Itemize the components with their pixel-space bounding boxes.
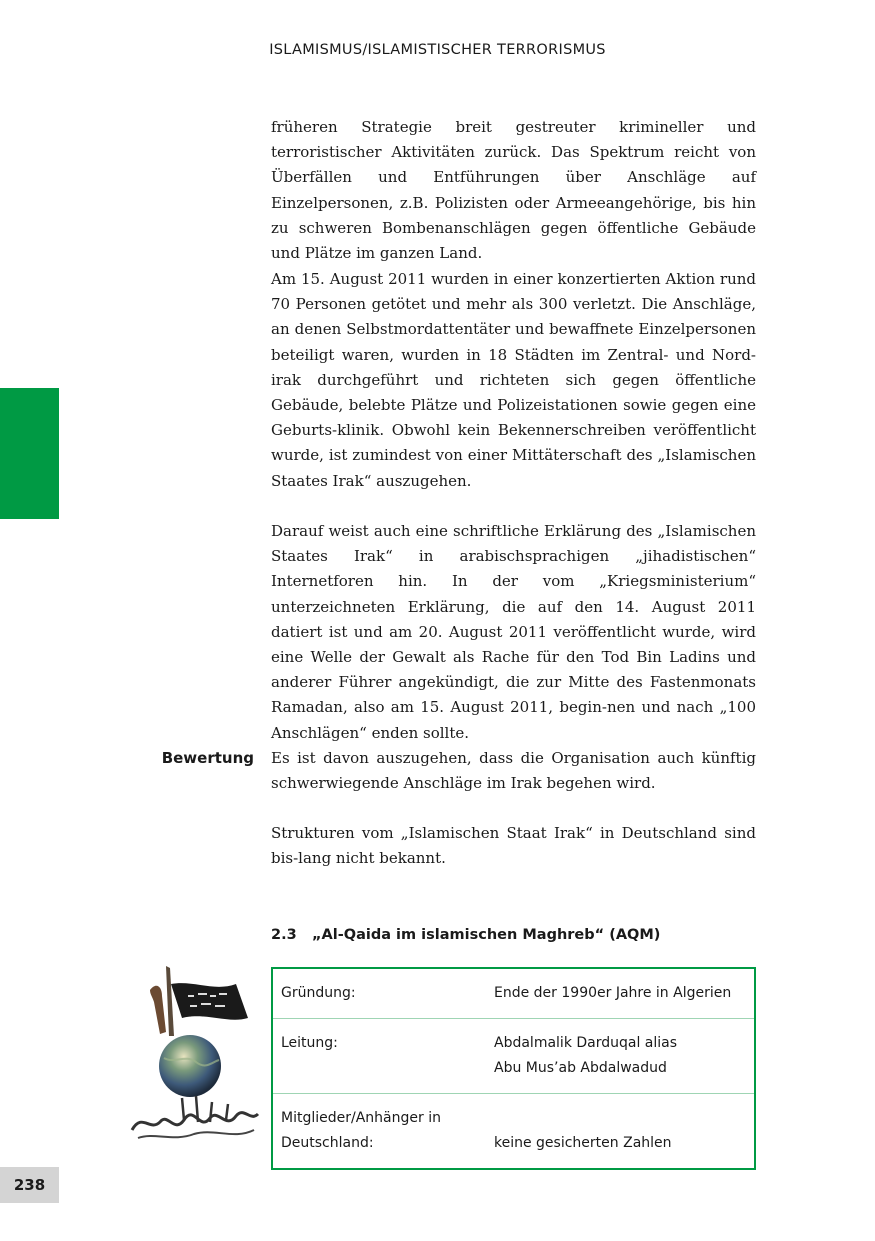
fact-row-founding xyxy=(273,969,754,1018)
fact-value xyxy=(494,1031,746,1081)
fact-row-leadership xyxy=(273,1018,754,1093)
flag-pole xyxy=(166,966,174,1036)
paragraph-3: Darauf weist auch eine schriftliche Erklärung des „Islamischen Staates Irak“ in arabischsprachigen „jihadistischen“ Internetforen hin. In der vom „Kriegsministerium“ unterzeichneten Erklärung, die auf den 14. August 2011 datiert ist und am 20. August 2011 veröffentlicht wurde, wird eine Welle der Gewalt als Rache für den Tod Bin Ladins und anderer Führer angekündigt, die zur Mitte des Fastenmonats Ramadan, also am 15. August 2011, begin-nen und nach „100 Anschlägen“ enden sollte. xyxy=(271,522,756,742)
rifle xyxy=(150,986,166,1034)
margin-label-bewertung: Bewertung xyxy=(161,749,254,767)
fact-key-line: Deutschland: xyxy=(281,1135,374,1151)
fact-key: Leitung: xyxy=(281,1035,338,1051)
fact-row-members xyxy=(273,1093,754,1168)
running-header: ISLAMISMUS/ISLAMISTISCHER TERRORISMUS xyxy=(269,42,606,58)
fact-key xyxy=(281,1106,494,1156)
paragraph-assessment: Es ist davon auszugehen, dass die Organisation auch künftig schwerwiegende Anschläge im Irak begehen wird. xyxy=(271,749,756,793)
calligraphy xyxy=(132,1113,258,1130)
fact-key-line: Mitglieder/Anhänger in xyxy=(281,1110,441,1126)
paragraph-1: früheren Strategie breit gestreuter krimineller und terroristischer Aktivitäten zurück. Das Spektrum reicht von Überfällen und Entführungen über Anschläge auf Einzelpersonen, z.B. Polizisten oder Armeeangehörige, bis hin zu schweren Bombenanschlägen gegen öffentliche Gebäude und Plätze im ganzen Land. xyxy=(271,118,756,263)
paragraph-structures: Strukturen vom „Islamischen Staat Irak“ in Deutschland sind bis-lang nicht bekannt. xyxy=(271,824,756,868)
page-number: 238 xyxy=(0,1167,59,1203)
fact-value-line: Abdalmalik Darduqal alias xyxy=(494,1035,678,1051)
fact-key: Gründung: xyxy=(281,985,356,1001)
globe xyxy=(159,1035,221,1097)
emblem-flag-globe-calligraphy-icon xyxy=(124,962,264,1154)
fact-table xyxy=(271,967,756,1170)
section-heading xyxy=(271,923,660,947)
fact-value-line: Abu Mus’ab Abdalwadud xyxy=(494,1060,667,1076)
black-flag xyxy=(171,983,248,1020)
section-number: 2.3 xyxy=(271,927,297,943)
fact-value: Ende der 1990er Jahre in Algerien xyxy=(494,985,732,1001)
paragraph-2: Am 15. August 2011 wurden in einer konzertierten Aktion rund 70 Personen getötet und mehr als 300 verletzt. Die Anschläge, an denen Selbstmordattentäter und bewaffnete Einzelpersonen beteiligt waren, wurden in 18 Städten im Zentral- und Nord-irak durchgeführt und richteten sich gegen öffentliche Gebäude, belebte Plätze und Polizeistationen sowie gegen eine Geburts-klinik. Obwohl kein Bekennerschreiben veröffentlicht wurde, ist zumindest von einer Mittäterschaft des „Islamischen Staates Irak“ auszugehen. xyxy=(271,270,756,490)
section-title-text: „Al-Qaida im islamischen Maghreb“ (AQM) xyxy=(312,927,661,943)
fact-value: keine gesicherten Zahlen xyxy=(494,1135,672,1151)
chapter-marker-tab xyxy=(0,388,59,519)
